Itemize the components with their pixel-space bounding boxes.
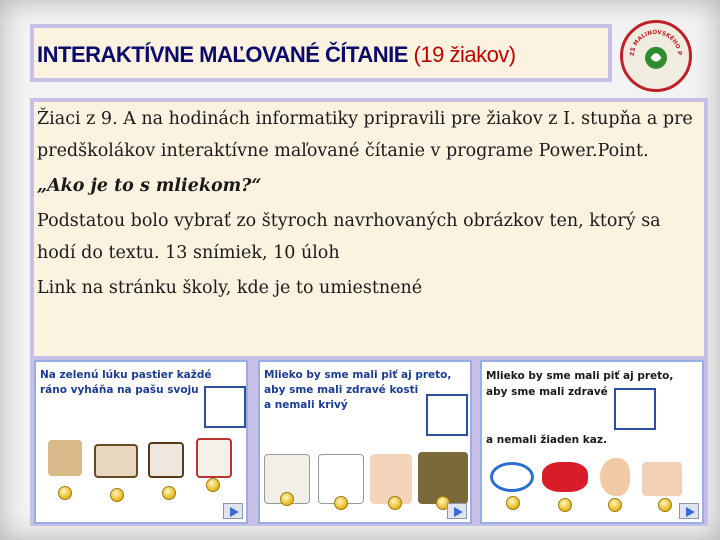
- content-text: [37, 103, 697, 304]
- paragraph-1: Žiaci z 9. A na hodinách informatiky pripravili pre žiakov z I. stupňa a pre predškolákov interaktívne maľované čítanie v programe Power.Point.: [37, 109, 693, 161]
- title-rest: (19 žiakov): [407, 42, 516, 67]
- smiley-icon: [58, 486, 72, 500]
- smiley-icon: [388, 496, 402, 510]
- smiley-icon: [506, 496, 520, 510]
- smiley-icon: [334, 496, 348, 510]
- paragraph-2: Podstatou bolo vybrať zo štyroch navrhovaných obrázkov ten, ktorý sa hodí do textu. 13 snímiek, 10 úloh: [37, 211, 661, 263]
- thumb-2-caption: Mlieko by sme mali piť aj preto, aby sme mali zdravé kosti a nemali krivý: [264, 369, 452, 411]
- horse-icon[interactable]: [148, 442, 184, 478]
- smiley-icon: [280, 492, 294, 506]
- slide-title: [37, 32, 597, 78]
- nose-icon[interactable]: [642, 462, 682, 496]
- smiley-icon: [206, 478, 220, 492]
- logo-text: ZŠ MALINOVSKÉHO P: [629, 29, 683, 57]
- slide-thumbnail-2[interactable]: [258, 360, 472, 524]
- next-arrow-button[interactable]: [447, 503, 467, 519]
- school-link[interactable]: Link na stránku školy, kde je to umiestnené: [37, 278, 423, 298]
- smiley-icon: [162, 486, 176, 500]
- cow-icon[interactable]: [94, 444, 138, 478]
- school-logo: [620, 20, 692, 92]
- slide-thumbnail-3[interactable]: [480, 360, 704, 524]
- eye-icon[interactable]: [490, 462, 534, 492]
- thumb-3-caption: Mlieko by sme mali piť aj preto, aby sme mali zdravé a nemali žiaden kaz.: [486, 370, 674, 446]
- next-arrow-button[interactable]: [223, 503, 243, 519]
- smiley-icon: [110, 488, 124, 502]
- mouth-icon[interactable]: [542, 462, 588, 492]
- hen-icon[interactable]: [196, 438, 232, 478]
- answer-box[interactable]: [426, 394, 468, 436]
- answer-box[interactable]: [614, 388, 656, 430]
- smiley-icon: [608, 498, 622, 512]
- smiley-icon: [658, 498, 672, 512]
- answer-box[interactable]: [204, 386, 246, 428]
- kitten-icon[interactable]: [48, 440, 82, 476]
- ear-icon[interactable]: [600, 458, 630, 496]
- quote-title: „Ako je to s mliekom?“: [37, 176, 262, 196]
- thumb-1-caption: Na zelenú lúku pastier každé ráno vyháňa na pašu svoju: [40, 369, 212, 396]
- slide-thumbnail-1[interactable]: [34, 360, 248, 524]
- next-arrow-button[interactable]: [679, 503, 699, 519]
- smiley-icon: [558, 498, 572, 512]
- title-highlight: INTERAKTÍVNE MAĽOVANÉ ČÍTANIE: [37, 42, 408, 67]
